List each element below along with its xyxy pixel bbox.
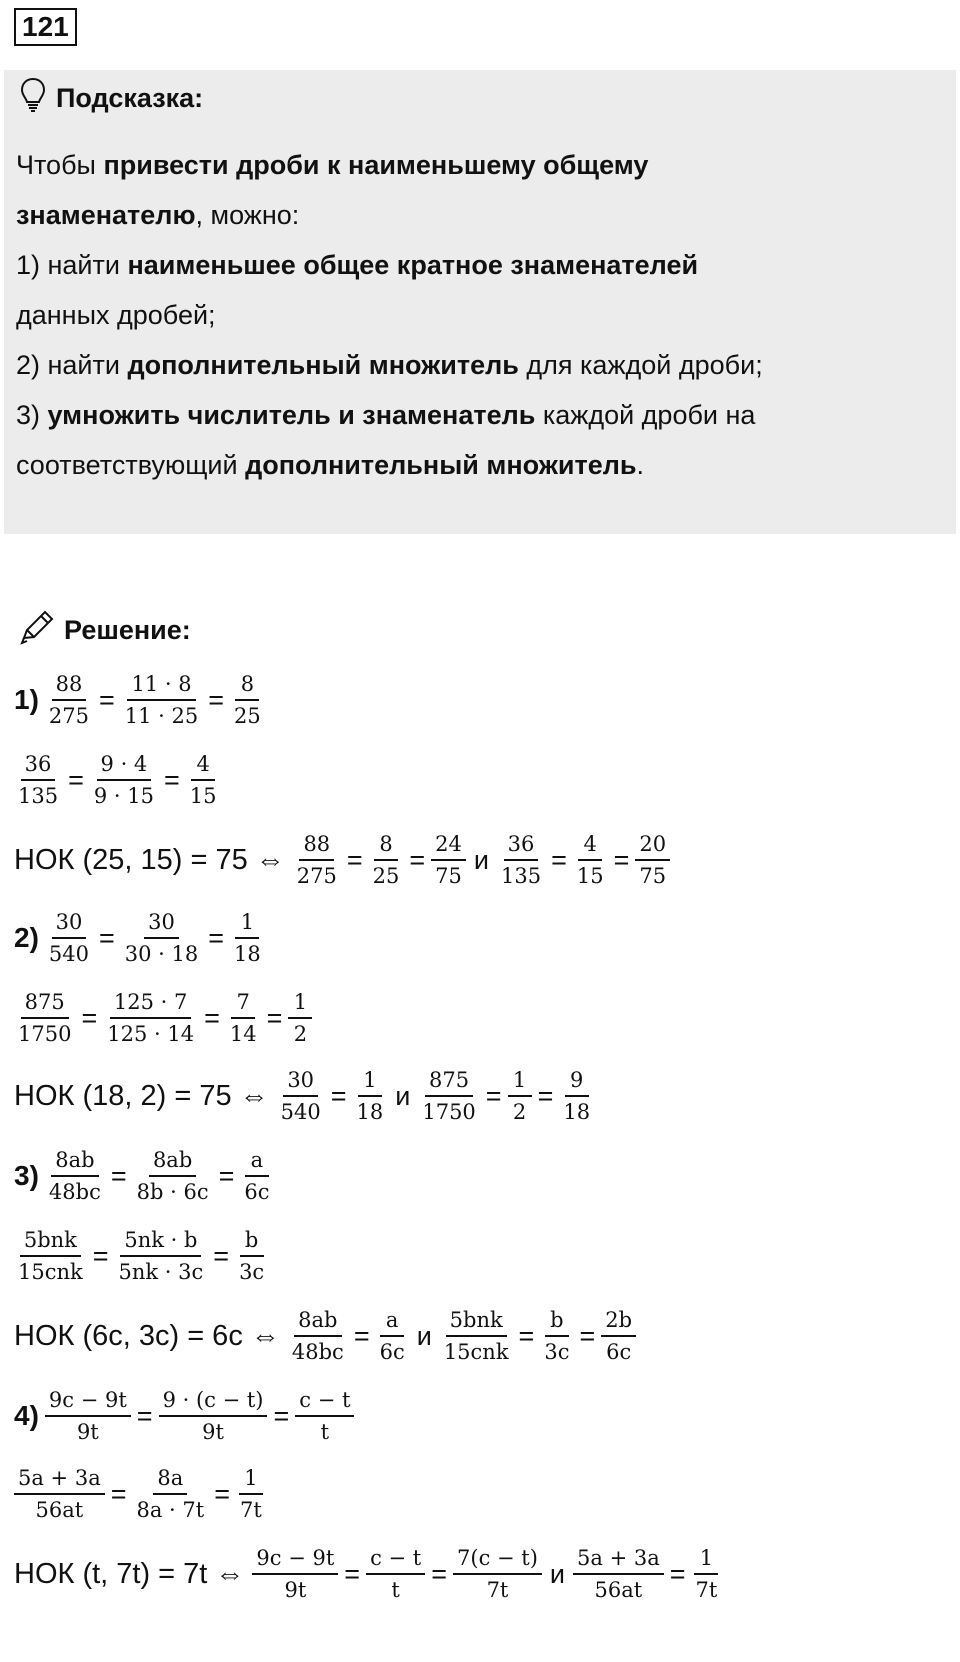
solution-title: Решение: — [64, 614, 191, 645]
fraction — [45, 1148, 105, 1204]
fraction-denominator: 25 — [234, 704, 261, 728]
fraction-denominator: 6c — [244, 1180, 270, 1204]
fraction-numerator: 8a — [153, 1466, 187, 1495]
fraction-denominator: 25 — [372, 864, 400, 888]
fraction — [45, 672, 93, 728]
fraction-denominator: 56at — [35, 1498, 84, 1522]
lcm-statement: НОК (t, 7t) = 7t ⇔ — [14, 1557, 245, 1590]
hint-title: Подсказка: — [56, 82, 204, 113]
fraction-denominator: 8a · 7t — [136, 1498, 205, 1522]
fraction — [115, 1228, 208, 1284]
fraction — [103, 990, 198, 1046]
equals-sign: = — [208, 922, 225, 953]
equals-sign: = — [136, 1400, 153, 1431]
lcm-statement: НОК (18, 2) = 75 ⇔ — [14, 1079, 269, 1112]
fraction — [692, 1546, 722, 1602]
fraction-denominator: 9t — [76, 1420, 99, 1444]
fraction-numerator: 7(c − t) — [453, 1546, 542, 1575]
fraction-numerator: b — [240, 1228, 264, 1257]
fraction — [45, 1388, 131, 1444]
hint-text-segment: 2) найти — [16, 350, 128, 380]
fraction-numerator: c − t — [295, 1388, 354, 1417]
fraction-denominator: t — [391, 1578, 400, 1602]
equals-sign: = — [81, 1002, 98, 1033]
fraction-denominator: 540 — [280, 1100, 321, 1124]
hint-line — [16, 440, 936, 490]
fraction-denominator: 11 · 25 — [124, 704, 199, 728]
equals-sign: = — [218, 1160, 235, 1191]
hint-line — [16, 290, 936, 340]
fraction-numerator: 875 — [21, 990, 69, 1019]
fraction-denominator: 8b · 6c — [136, 1180, 209, 1204]
solution-line — [14, 832, 670, 888]
fraction-denominator: 18 — [563, 1100, 591, 1124]
fraction-numerator: 8ab — [294, 1308, 341, 1337]
fraction — [376, 1308, 409, 1364]
solution-header — [18, 610, 191, 650]
fraction-numerator: 9c − 9t — [252, 1546, 338, 1575]
hint-text-segment: 3) — [16, 400, 48, 430]
fraction-numerator: 88 — [52, 672, 87, 701]
equals-sign: = — [68, 764, 84, 795]
fraction — [226, 990, 261, 1046]
fraction-denominator: 15cnk — [18, 1260, 83, 1284]
fraction — [186, 752, 221, 808]
equals-sign: = — [266, 1002, 283, 1033]
fraction — [45, 910, 93, 966]
hint-text-segment: для каждой дроби; — [518, 350, 763, 380]
fraction-numerator: 5bnk — [20, 1228, 81, 1257]
fraction-denominator: 15 — [576, 864, 604, 888]
fraction-numerator: 5a + 3a — [14, 1466, 105, 1495]
solution-line — [14, 1388, 354, 1444]
fraction — [431, 832, 466, 888]
solution-line — [14, 1546, 721, 1602]
fraction-numerator: 8ab — [149, 1148, 196, 1177]
fraction-numerator: 9 — [565, 1068, 589, 1097]
fraction-denominator: 275 — [48, 704, 89, 728]
fraction-numerator: 5bnk — [446, 1308, 507, 1337]
fraction — [235, 1228, 268, 1284]
hint-line — [16, 140, 936, 190]
fraction — [573, 1546, 664, 1602]
hint-text-segment: данных дробей; — [16, 300, 216, 330]
fraction-numerator: 88 — [299, 832, 334, 861]
conjunction: и — [416, 1320, 432, 1351]
equals-sign: = — [99, 922, 115, 953]
fraction-denominator: 135 — [18, 784, 59, 808]
solution-line — [14, 910, 265, 966]
fraction — [635, 832, 670, 888]
fraction-numerator: 30 — [283, 1068, 318, 1097]
fraction-denominator: 3c — [239, 1260, 265, 1284]
item-number: 4) — [14, 1400, 39, 1431]
item-number: 3) — [14, 1160, 39, 1191]
equals-sign: = — [110, 1478, 127, 1509]
fraction-numerator: 4 — [191, 752, 215, 781]
fraction-numerator: 11 · 8 — [127, 672, 195, 701]
solution-line — [14, 1308, 636, 1364]
fraction — [288, 1308, 348, 1364]
solution-line — [14, 1068, 594, 1124]
conjunction: и — [395, 1080, 411, 1111]
fraction-numerator: 30 — [144, 910, 179, 939]
fraction-denominator: 2 — [512, 1100, 527, 1124]
fraction — [277, 1068, 325, 1124]
fraction-denominator: 7t — [240, 1498, 262, 1522]
fraction-denominator: 135 — [500, 864, 542, 888]
fraction — [453, 1546, 542, 1602]
fraction — [293, 832, 341, 888]
equals-sign: = — [346, 844, 363, 875]
hint-panel — [4, 70, 956, 534]
fraction-denominator: 15cnk — [443, 1340, 509, 1364]
fraction-denominator: 7t — [695, 1578, 718, 1602]
fraction — [366, 1546, 425, 1602]
hint-text — [16, 140, 936, 490]
fraction-numerator: 5a + 3a — [573, 1546, 664, 1575]
equals-sign: = — [214, 1478, 230, 1509]
hint-text-segment: соответствующий — [16, 450, 246, 480]
equals-sign: = — [579, 1320, 596, 1351]
fraction-denominator: 48bc — [48, 1180, 101, 1204]
equals-sign: = — [273, 1400, 290, 1431]
fraction-numerator: a — [380, 1308, 404, 1337]
fraction-denominator: 5nk · 3c — [118, 1260, 204, 1284]
fraction-denominator: t — [320, 1420, 330, 1444]
fraction-numerator: 1 — [239, 1466, 263, 1495]
hint-bold-text: умножить числитель и знаменатель — [47, 400, 536, 430]
fraction — [540, 1308, 573, 1364]
fraction-numerator: 1 — [508, 1068, 532, 1097]
equals-sign: = — [353, 1320, 370, 1351]
fraction-numerator: 125 · 7 — [110, 990, 191, 1019]
fraction — [440, 1308, 513, 1364]
fraction-numerator: 9c − 9t — [45, 1388, 131, 1417]
fraction-denominator: 2 — [293, 1022, 308, 1046]
equals-sign: = — [208, 684, 225, 715]
fraction — [121, 672, 202, 728]
fraction — [601, 1308, 636, 1364]
fraction — [418, 1068, 479, 1124]
equals-sign: = — [204, 1002, 220, 1033]
fraction-numerator: 1 — [358, 1068, 382, 1097]
fraction-denominator: 3c — [544, 1340, 570, 1364]
fraction — [369, 832, 404, 888]
hint-line — [16, 240, 936, 290]
problem-number: 121 — [14, 8, 77, 46]
fraction-numerator: 5nk · b — [120, 1228, 201, 1257]
fraction — [353, 1068, 388, 1124]
equals-sign: = — [613, 844, 630, 875]
fraction — [90, 752, 158, 808]
lcm-statement: НОК (25, 15) = 75 ⇔ — [14, 843, 285, 876]
hint-bold-text: наименьшее общее кратное знаменателей — [127, 250, 699, 280]
fraction-numerator: 8 — [235, 672, 259, 701]
fraction-denominator: 75 — [639, 864, 667, 888]
fraction-denominator: 9t — [284, 1578, 307, 1602]
fraction-numerator: 7 — [231, 990, 255, 1019]
lightbulb-icon — [20, 77, 46, 120]
solution-line — [14, 1148, 273, 1204]
equals-sign: = — [518, 1320, 535, 1351]
fraction-numerator: 8ab — [51, 1148, 98, 1177]
equals-sign: = — [110, 1160, 127, 1191]
fraction-numerator: 36 — [504, 832, 539, 861]
fraction-denominator: 15 — [189, 784, 217, 808]
fraction-denominator: 18 — [356, 1100, 384, 1124]
fraction-numerator: 24 — [431, 832, 466, 861]
fraction — [121, 910, 202, 966]
fraction-numerator: c − t — [366, 1546, 425, 1575]
fraction-denominator: 1750 — [18, 1022, 72, 1046]
fraction — [240, 1148, 273, 1204]
equals-sign: = — [330, 1080, 347, 1111]
fraction — [14, 990, 75, 1046]
fraction-denominator: 18 — [234, 942, 261, 966]
solution-line — [14, 990, 312, 1046]
fraction-denominator: 9 · 15 — [93, 784, 154, 808]
equals-sign: = — [551, 844, 567, 875]
equals-sign: = — [344, 1558, 361, 1589]
hint-bold-text: привести дроби к наименьшему общему — [103, 150, 649, 180]
item-number: 1) — [14, 684, 39, 715]
fraction-numerator: 4 — [578, 832, 602, 861]
conjunction: и — [473, 844, 489, 875]
fraction — [559, 1068, 594, 1124]
fraction-denominator: 540 — [48, 942, 89, 966]
hint-text-segment: 1) найти — [16, 250, 128, 280]
fraction-denominator: 75 — [435, 864, 462, 888]
fraction-numerator: 875 — [425, 1068, 473, 1097]
fraction-numerator: 1 — [288, 990, 312, 1019]
item-number: 2) — [14, 922, 39, 953]
fraction — [14, 1228, 87, 1284]
fraction-numerator: 2b — [601, 1308, 636, 1337]
fraction — [230, 672, 265, 728]
fraction-denominator: 1750 — [422, 1100, 476, 1124]
fraction — [14, 1466, 105, 1522]
fraction-numerator: 1 — [235, 910, 259, 939]
equals-sign: = — [485, 1080, 502, 1111]
fraction-numerator: 9 · (c − t) — [159, 1388, 268, 1417]
fraction-denominator: 6c — [606, 1340, 632, 1364]
fraction — [236, 1466, 266, 1522]
fraction-denominator: 275 — [296, 864, 337, 888]
fraction — [288, 990, 312, 1046]
fraction — [295, 1388, 354, 1444]
fraction-numerator: 36 — [21, 752, 56, 781]
fraction-denominator: 6c — [379, 1340, 405, 1364]
fraction-denominator: 30 · 18 — [124, 942, 199, 966]
equals-sign: = — [92, 1240, 109, 1271]
solution-line — [14, 752, 221, 808]
fraction-denominator: 125 · 14 — [107, 1022, 195, 1046]
equals-sign: = — [99, 684, 115, 715]
fraction-numerator: a — [245, 1148, 269, 1177]
equals-sign: = — [409, 844, 426, 875]
hint-text-segment: Чтобы — [16, 150, 104, 180]
fraction — [133, 1466, 209, 1522]
fraction — [573, 832, 608, 888]
hint-text-segment: каждой дроби на — [535, 400, 756, 430]
fraction — [508, 1068, 532, 1124]
fraction-denominator: 14 — [229, 1022, 257, 1046]
lcm-statement: НОК (6c, 3c) = 6c ⇔ — [14, 1319, 280, 1352]
hint-bold-text: дополнительный множитель — [127, 350, 519, 380]
equals-sign: = — [163, 764, 180, 795]
equals-sign: = — [213, 1240, 230, 1271]
fraction — [230, 910, 265, 966]
equals-sign: = — [431, 1558, 448, 1589]
fraction-denominator: 9t — [202, 1420, 224, 1444]
fraction-numerator: 1 — [694, 1546, 718, 1575]
fraction — [14, 752, 62, 808]
fraction — [159, 1388, 268, 1444]
hint-line — [16, 340, 936, 390]
conjunction: и — [549, 1558, 566, 1589]
fraction-denominator: 48bc — [291, 1340, 344, 1364]
fraction-denominator: 7t — [486, 1578, 509, 1602]
equals-sign: = — [537, 1080, 554, 1111]
solution-line — [14, 672, 265, 728]
hint-text-segment: . — [636, 450, 645, 480]
fraction-numerator: 8 — [374, 832, 398, 861]
fraction — [252, 1546, 338, 1602]
hint-line — [16, 190, 936, 240]
hint-text-segment: , можно: — [195, 200, 300, 230]
equals-sign: = — [669, 1558, 686, 1589]
solution-line — [14, 1466, 266, 1522]
fraction-numerator: 20 — [635, 832, 670, 861]
pencil-icon — [18, 608, 56, 653]
fraction — [497, 832, 545, 888]
hint-header — [20, 78, 203, 118]
solution-line — [14, 1228, 268, 1284]
hint-bold-text: дополнительный множитель — [245, 450, 637, 480]
fraction — [133, 1148, 213, 1204]
fraction-numerator: 9 · 4 — [97, 752, 152, 781]
fraction-numerator: b — [545, 1308, 569, 1337]
fraction-denominator: 56at — [594, 1578, 643, 1602]
fraction-numerator: 30 — [52, 910, 87, 939]
hint-bold-text: знаменателю — [16, 200, 196, 230]
hint-line — [16, 390, 936, 440]
